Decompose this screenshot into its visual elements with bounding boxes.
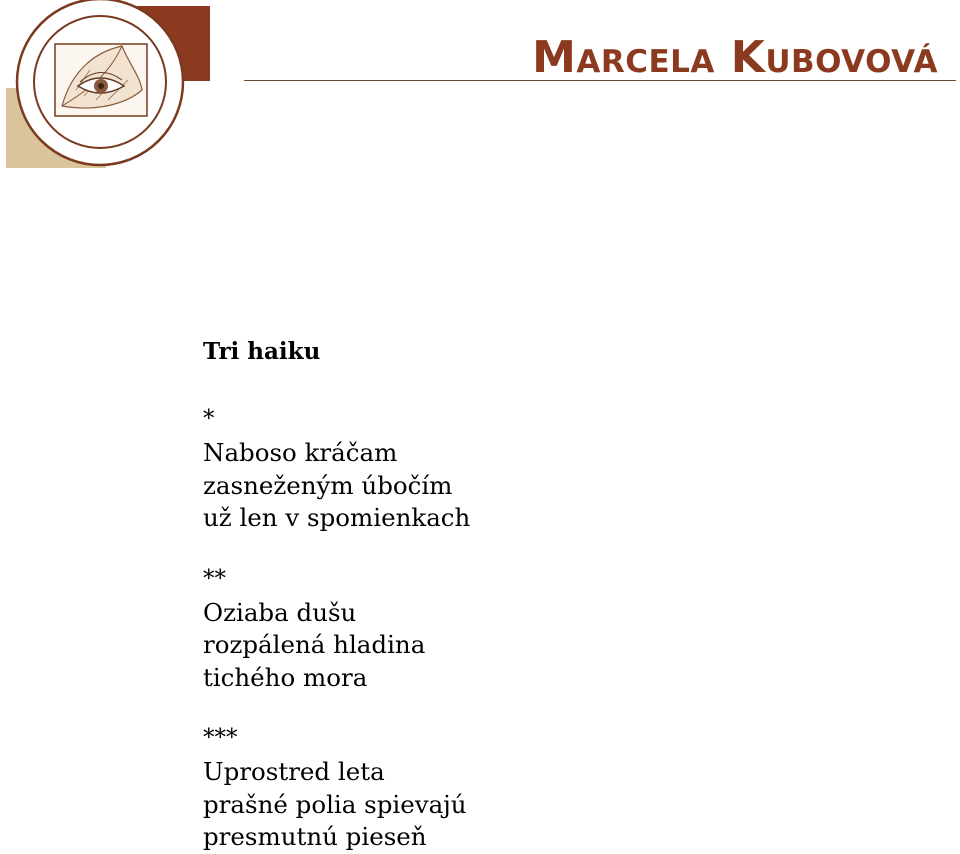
- header-divider: [244, 80, 956, 81]
- verse-line: prašné polia spievajú: [203, 789, 467, 819]
- verse-line: presmutnú pieseň: [203, 822, 427, 851]
- verse-line: už len v spomienkach: [203, 503, 471, 532]
- verse-line: Oziaba dušu: [203, 597, 357, 627]
- header-logo: [0, 0, 215, 175]
- verse-line: zasneženým úbočím: [203, 470, 453, 500]
- verse-line: tichého mora: [203, 662, 368, 692]
- stanza: [203, 403, 903, 535]
- poem: [203, 336, 903, 854]
- stanza-mark: **: [203, 565, 226, 592]
- author-name: Marcela Kubovová: [532, 32, 938, 83]
- stanza-mark: *: [203, 406, 215, 432]
- verse-line: Uprostred leta: [203, 757, 385, 786]
- poem-title: Tri haiku: [203, 338, 321, 365]
- stanza-mark: ***: [203, 725, 238, 751]
- stanza: [203, 563, 903, 695]
- verse-line: Naboso kráčam: [203, 438, 398, 467]
- stanza: [203, 722, 903, 854]
- verse-line: rozpálená hladina: [203, 630, 426, 659]
- eye-leaf-icon: [0, 0, 215, 175]
